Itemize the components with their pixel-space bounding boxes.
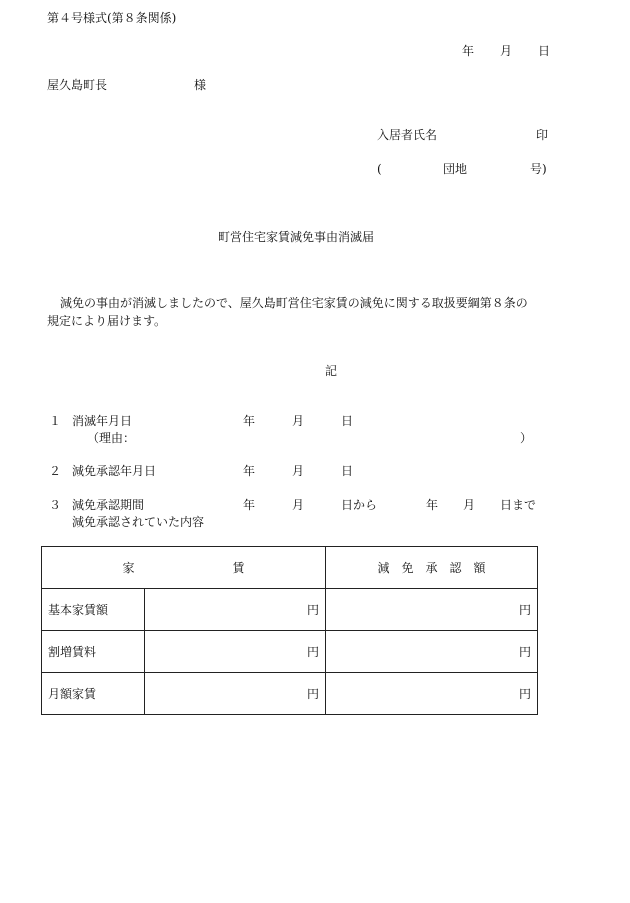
reduction-amount-cell[interactable]: 円 xyxy=(326,589,538,631)
header-reduction: 減 免 承 認 額 xyxy=(326,547,538,589)
rent-reduction-table xyxy=(41,546,538,715)
item-1-year: 年 xyxy=(243,414,256,428)
item-2-year: 年 xyxy=(243,464,256,478)
reduction-amount-cell[interactable]: 円 xyxy=(326,673,538,715)
item-2-month: 月 xyxy=(292,464,305,478)
item-1-month: 月 xyxy=(292,414,305,428)
item-3-label: 減免承認期間 xyxy=(72,498,145,512)
row-label-surcharge: 割増賃料 xyxy=(42,631,145,673)
table-row xyxy=(42,589,538,631)
body-line-1: 減免の事由が消滅しましたので、屋久島町営住宅家賃の減免に関する取扱要綱第８条の xyxy=(60,296,528,310)
seal-mark: 印 xyxy=(536,128,549,142)
table-row xyxy=(42,673,538,715)
item-3-month: 月 xyxy=(292,498,305,512)
addressee-honorific: 様 xyxy=(194,78,207,92)
header-rent-a: 家 xyxy=(122,561,135,575)
document-title: 町営住宅家賃減免事由消滅届 xyxy=(218,230,375,244)
rent-amount-cell[interactable]: 円 xyxy=(145,589,326,631)
table-row xyxy=(42,631,538,673)
header-rent-b: 賃 xyxy=(232,561,245,575)
ki-label: 記 xyxy=(325,364,338,378)
item-1-reason-close: ） xyxy=(520,431,533,445)
row-label-basic-rent: 基本家賃額 xyxy=(42,589,145,631)
item-2-day: 日 xyxy=(341,464,354,478)
date-month: 月 xyxy=(500,44,513,58)
date-day: 日 xyxy=(538,44,551,58)
applicant-name-label: 入居者氏名 xyxy=(377,128,438,142)
rent-amount-cell[interactable]: 円 xyxy=(145,631,326,673)
header-rent xyxy=(42,547,326,589)
row-label-monthly-rent: 月額家賃 xyxy=(42,673,145,715)
rent-amount-cell[interactable]: 円 xyxy=(145,673,326,715)
item-3-day-from: 日から xyxy=(341,498,378,512)
item-3-sub-label: 減免承認されていた内容 xyxy=(72,515,205,529)
item-1-label: 消滅年月日 xyxy=(72,414,133,428)
item-1-reason-label: （理由： xyxy=(87,431,136,445)
item-3-year-2: 年 xyxy=(426,498,439,512)
item-2-label: 減免承認年月日 xyxy=(72,464,157,478)
form-number: 第４号様式(第８条関係) xyxy=(47,11,177,25)
item-3-number: ３ xyxy=(49,498,62,512)
item-1-number: １ xyxy=(49,414,62,428)
item-3-day-to: 日まで xyxy=(500,498,537,512)
item-3-month-2: 月 xyxy=(463,498,476,512)
table-header-row xyxy=(42,547,538,589)
reduction-amount-cell[interactable]: 円 xyxy=(326,631,538,673)
addressee-name: 屋久島町長 xyxy=(47,78,108,92)
item-2-number: ２ xyxy=(49,464,62,478)
body-line-2: 規定により届けます。 xyxy=(47,314,167,328)
date-year: 年 xyxy=(462,44,475,58)
danchi-label: 団地 xyxy=(443,162,468,176)
item-3-year: 年 xyxy=(243,498,256,512)
item-1-day: 日 xyxy=(341,414,354,428)
room-label: 号) xyxy=(530,162,547,176)
paren-open: ( xyxy=(377,162,382,176)
